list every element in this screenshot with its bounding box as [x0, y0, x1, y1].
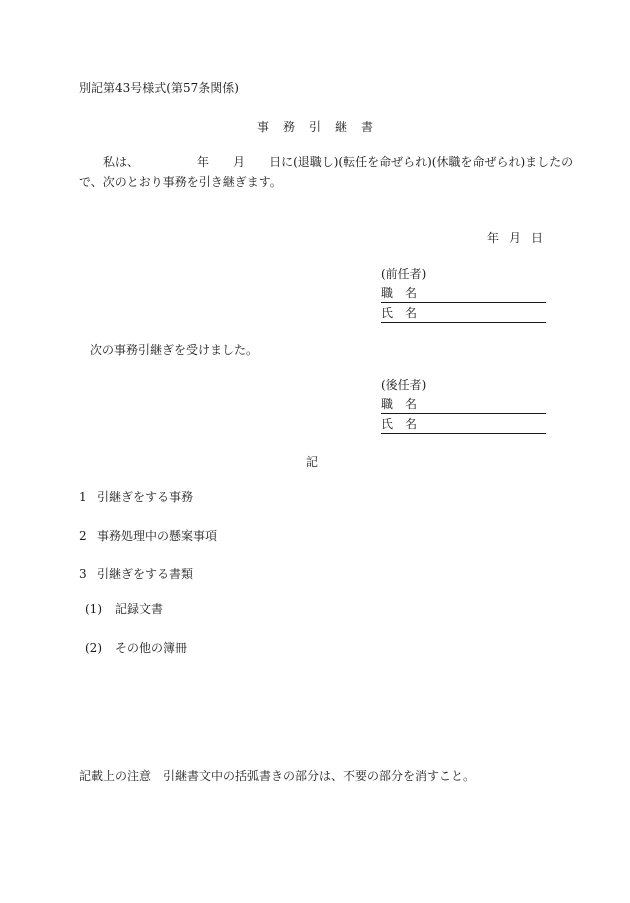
list-item: [79, 489, 193, 505]
paragraph-year: 年: [197, 155, 210, 169]
date-line: [487, 230, 543, 246]
document-title: [0, 119, 630, 135]
entry-note-text: 引継書文中の括弧書きの部分は、不要の部分を消すこと。: [163, 769, 476, 783]
sub-list-item-text: 記録文書: [115, 602, 164, 616]
successor-heading: (後任者): [381, 378, 427, 392]
entry-note-label: 記載上の注意: [79, 769, 152, 783]
date-year: 年: [487, 231, 500, 245]
successor-position-label: 職名: [381, 397, 430, 411]
successor-block: [381, 377, 546, 436]
list-item-text: 引継ぎをする事務: [97, 490, 194, 504]
sub-list-item-number: (1): [85, 602, 102, 616]
sub-list-item-text: その他の簿冊: [115, 641, 188, 655]
paragraph-subject: 私は、: [103, 155, 140, 169]
predecessor-name-field[interactable]: [381, 305, 546, 323]
successor-position-field[interactable]: [381, 396, 546, 414]
sub-list-item: [85, 640, 187, 656]
predecessor-position-field[interactable]: [381, 285, 546, 303]
body-paragraph-line-2: で、次のとおり事務を引き継ぎます。: [79, 175, 282, 189]
list-item-number: 3: [79, 567, 87, 581]
list-item: [79, 566, 193, 582]
list-item-number: 2: [79, 529, 87, 543]
sub-list-item-number: (2): [85, 641, 102, 655]
body-paragraph-line-1: [79, 154, 574, 170]
document-title-text: 事務引継書: [256, 120, 387, 134]
received-statement: 次の事務引継ぎを受けました。: [90, 343, 259, 357]
paragraph-day-text: 日に(退職し)(転任を命ぜられ)(休職を命ぜられ)ましたの: [269, 155, 574, 169]
paragraph-month: 月: [233, 155, 246, 169]
list-item-text: 引継ぎをする書類: [97, 567, 194, 581]
predecessor-name-label: 氏名: [381, 306, 430, 320]
sub-list-item: [85, 601, 163, 617]
ki-heading: 記: [306, 455, 319, 469]
predecessor-heading: (前任者): [381, 267, 427, 281]
predecessor-block: [381, 266, 546, 325]
date-month: 月: [509, 231, 522, 245]
list-item-text: 事務処理中の懸案事項: [97, 529, 218, 543]
list-item: [79, 528, 217, 544]
list-item-number: 1: [79, 490, 87, 504]
successor-name-label: 氏名: [381, 417, 430, 431]
date-day: 日: [531, 231, 544, 245]
successor-name-field[interactable]: [381, 416, 546, 434]
entry-note: [79, 768, 475, 784]
form-number: 別記第43号様式(第57条関係): [79, 81, 239, 95]
predecessor-position-label: 職名: [381, 286, 430, 300]
